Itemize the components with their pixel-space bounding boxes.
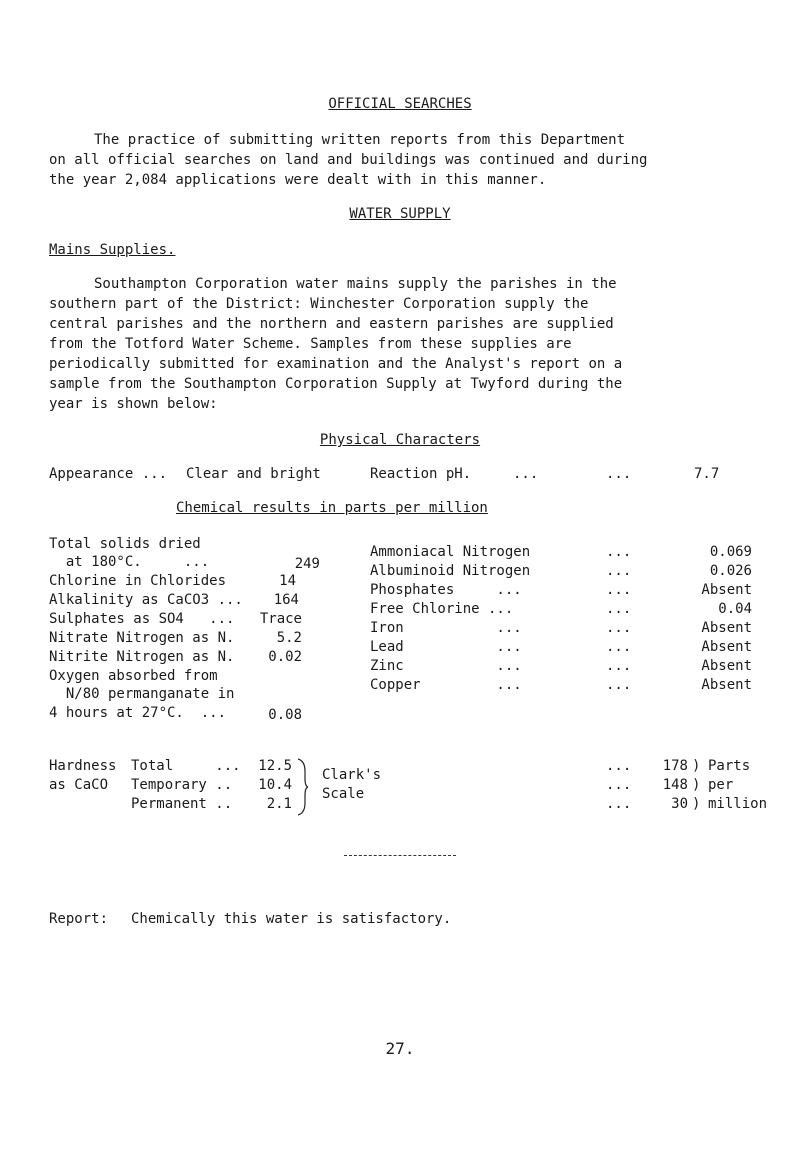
page-number: 27. [385, 1039, 415, 1058]
chem-label: Oxygen absorbed from [49, 668, 218, 684]
ph-dots: ... [606, 466, 632, 482]
chem-value: 5.2 [276, 630, 302, 646]
chem-dots: ... [606, 639, 632, 655]
hardness-value: 12.5 [258, 758, 292, 774]
hardness-kind: Permanent .. [131, 796, 233, 812]
chem-label: Copper ... [370, 677, 522, 693]
paren-glyph: ) [692, 777, 701, 793]
unit-label: million [708, 796, 768, 812]
chem-label: 4 hours at 27°C. ... [49, 705, 227, 721]
chem-label: N/80 permanganate in [49, 686, 235, 702]
clarks-value: 148 [662, 777, 688, 793]
chem-label: Alkalinity as CaCO3 ... [49, 592, 243, 608]
intro-line: the year 2,084 applications were dealt with in this manner. [49, 172, 547, 188]
chem-value: 0.026 [709, 563, 752, 579]
chem-value: 164 [273, 592, 299, 608]
paren-glyph: ) [692, 758, 701, 774]
chem-label: Sulphates as SO4 ... [49, 611, 235, 627]
hardness-dots: ... [606, 796, 632, 812]
chem-label: Lead ... [370, 639, 522, 655]
water-supply-heading: WATER SUPPLY [349, 206, 451, 222]
clarks-scale-label: Clark's [322, 767, 382, 783]
hardness-kind: Total ... [131, 758, 241, 774]
chem-dots: ... [606, 620, 632, 636]
chem-label: Ammoniacal Nitrogen [370, 544, 531, 560]
water-supply-line: from the Totford Water Scheme. Samples from these supplies are [49, 336, 572, 352]
chem-value: 0.04 [718, 601, 752, 617]
chem-label: Nitrate Nitrogen as N. [49, 630, 235, 646]
page-title: OFFICIAL SEARCHES [328, 96, 472, 112]
chem-value: Absent [701, 677, 752, 693]
chem-label: Phosphates ... [370, 582, 522, 598]
chem-label: Albuminoid Nitrogen [370, 563, 531, 579]
chem-dots: ... [606, 544, 632, 560]
chem-value: Absent [701, 639, 752, 655]
hardness-value: 10.4 [258, 777, 292, 793]
chem-value: Absent [701, 582, 752, 598]
clarks-value: 30 [671, 796, 688, 812]
ph-value: 7.7 [694, 466, 720, 482]
clarks-value: 178 [662, 758, 688, 774]
hardness-value: 2.1 [266, 796, 292, 812]
chem-value: Trace [259, 611, 302, 627]
chem-label: Total solids dried [49, 536, 201, 552]
chem-dots: ... [606, 582, 632, 598]
chem-value: 0.08 [268, 707, 302, 723]
chem-value: 0.02 [268, 649, 302, 665]
chem-label: at 180°C. ... [49, 554, 210, 570]
unit-label: Parts [708, 758, 751, 774]
chemical-results-heading: Chemical results in parts per million [176, 500, 488, 516]
chem-label: Chlorine in Chlorides [49, 573, 227, 589]
chem-value: Absent [701, 658, 752, 674]
chem-label: Nitrite Nitrogen as N. [49, 649, 235, 665]
intro-line: The practice of submitting written reports from this Department [94, 132, 626, 148]
chem-dots: ... [606, 677, 632, 693]
water-supply-line: central parishes and the northern and eastern parishes are supplied [49, 316, 614, 332]
report-label: Report: [49, 911, 109, 927]
appearance-label: Appearance ... [49, 466, 168, 482]
water-supply-line: periodically submitted for examination and the Analyst's report on a [49, 356, 623, 372]
chem-label: Iron ... [370, 620, 522, 636]
clarks-scale-label: Scale [322, 786, 365, 802]
water-supply-line: Southampton Corporation water mains supply the parishes in the [94, 276, 617, 292]
chem-value: 14 [279, 573, 296, 589]
chem-dots: ... [606, 563, 632, 579]
chem-label: Free Chlorine ... [370, 601, 514, 617]
mains-supplies-subheading: Mains Supplies. [49, 242, 176, 258]
chem-value: 0.069 [709, 544, 752, 560]
ph-dots: ... [513, 466, 539, 482]
hardness-dots: ... [606, 758, 632, 774]
paren-glyph: ) [692, 796, 701, 812]
chem-dots: ... [606, 601, 632, 617]
chem-value: Absent [701, 620, 752, 636]
chem-label: Zinc ... [370, 658, 522, 674]
hardness-label: as CaCO [49, 777, 109, 793]
section-divider [344, 855, 456, 856]
physical-characters-heading: Physical Characters [319, 432, 481, 448]
appearance-value: Clear and bright [186, 466, 321, 482]
reaction-ph-label: Reaction pH. [370, 466, 472, 482]
report-text: Chemically this water is satisfactory. [131, 911, 452, 927]
hardness-kind: Temporary .. [131, 777, 233, 793]
chem-dots: ... [606, 658, 632, 674]
unit-label: per [708, 777, 734, 793]
water-supply-line: sample from the Southampton Corporation Supply at Twyford during the [49, 376, 623, 392]
chem-value: 249 [294, 556, 320, 572]
hardness-label: Hardness [49, 758, 117, 774]
water-supply-line: year is shown below: [49, 396, 218, 412]
intro-line: on all official searches on land and buildings was continued and during [49, 152, 648, 168]
hardness-dots: ... [606, 777, 632, 793]
right-brace-icon [296, 757, 308, 817]
water-supply-line: southern part of the District: Winchester Corporation supply the [49, 296, 589, 312]
